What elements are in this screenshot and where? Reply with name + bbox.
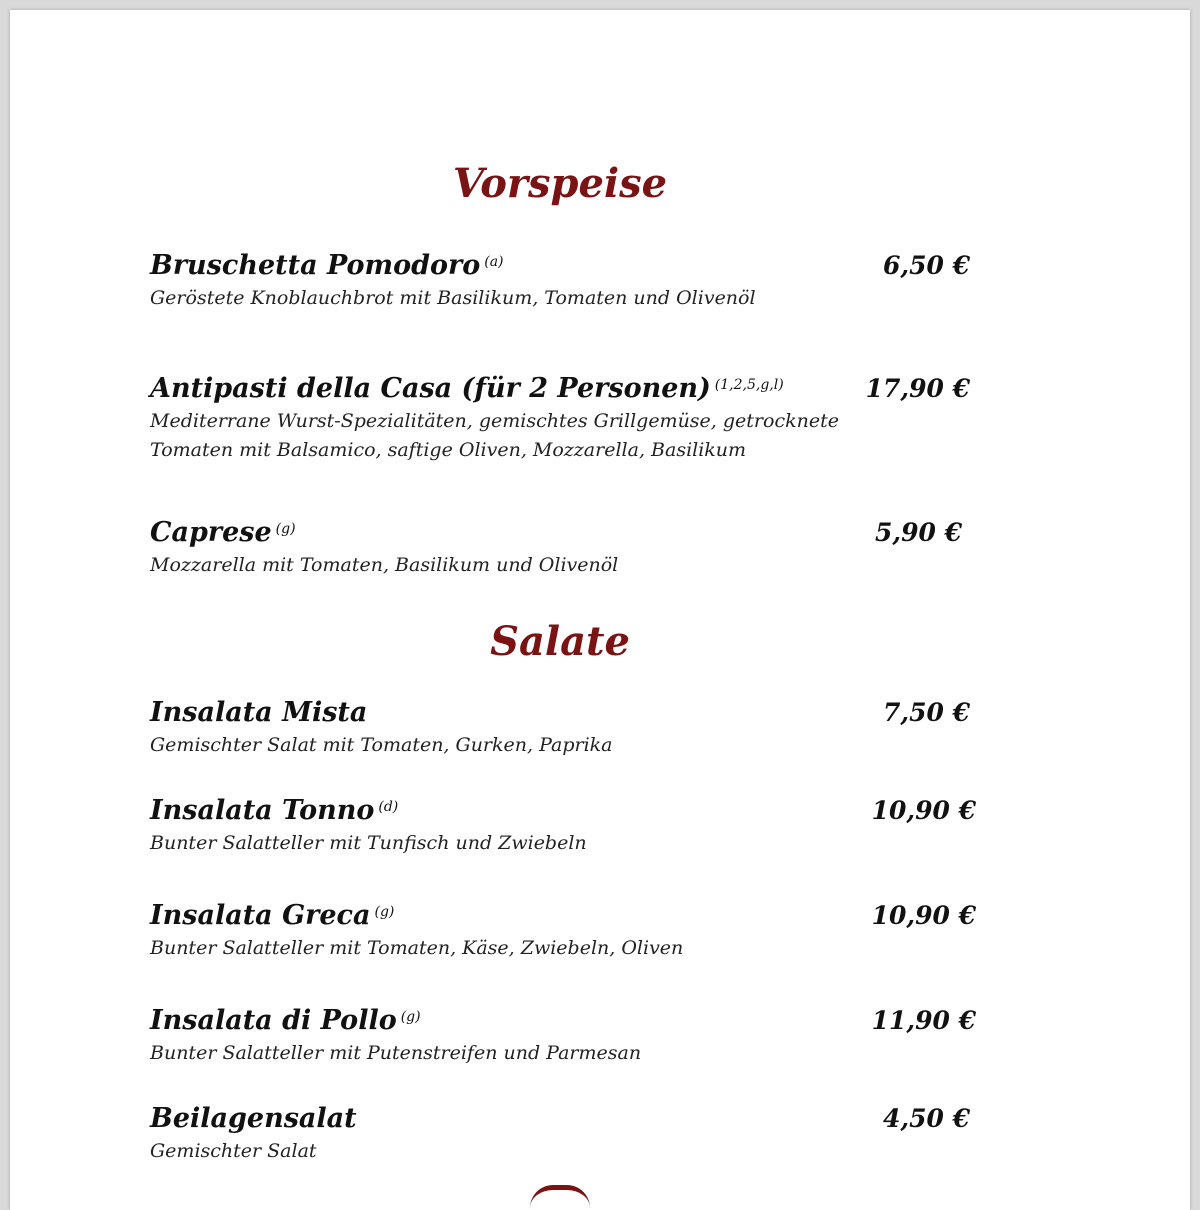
allergen-codes: (g) bbox=[275, 521, 296, 537]
item-name: Bruschetta Pomodoro $^{(a)}$ bbox=[150, 250, 504, 281]
allergen-codes: (d) bbox=[378, 799, 399, 815]
item-price: 17,90 € bbox=[865, 374, 970, 403]
allergen-codes: (g) bbox=[400, 1009, 421, 1025]
item-name: Antipasti della Casa (für 2 Personen) $^{(1,2,5,g,l)}$ bbox=[150, 373, 784, 404]
section-title-salate: Salate bbox=[490, 618, 630, 665]
menu-item bbox=[150, 898, 976, 963]
item-description: Mozzarella mit Tomaten, Basilikum und Olivenöl bbox=[150, 554, 619, 576]
item-description: Bunter Salatteller mit Tunfisch und Zwiebeln bbox=[150, 832, 587, 854]
allergen-codes: (1,2,5,g,l) bbox=[714, 377, 784, 393]
item-name: Insalata Tonno $^{(d)}$ bbox=[150, 795, 399, 826]
item-name: Insalata Mista bbox=[150, 697, 368, 728]
menu-item bbox=[150, 248, 970, 313]
item-price: 4,50 € bbox=[883, 1104, 970, 1133]
item-price: 5,90 € bbox=[875, 518, 962, 547]
item-price: 10,90 € bbox=[871, 901, 976, 930]
menu-item bbox=[150, 371, 970, 465]
item-name: Insalata Greca $^{(g)}$ bbox=[150, 900, 395, 931]
menu-item bbox=[150, 1101, 970, 1166]
item-description: Geröstete Knoblauchbrot mit Basilikum, Tomaten und Olivenöl bbox=[150, 287, 756, 309]
menu-item bbox=[150, 695, 970, 760]
menu-page bbox=[10, 10, 1190, 1210]
menu-item bbox=[150, 1003, 976, 1068]
item-description: Gemischter Salat mit Tomaten, Gurken, Paprika bbox=[150, 734, 613, 756]
item-name: Beilagensalat bbox=[150, 1103, 357, 1134]
item-price: 7,50 € bbox=[883, 698, 970, 727]
section-title-vorspeise: Vorspeise bbox=[452, 160, 668, 207]
allergen-codes: (g) bbox=[374, 904, 395, 920]
item-name: Caprese $^{(g)}$ bbox=[150, 517, 296, 548]
item-description: Bunter Salatteller mit Tomaten, Käse, Zwiebeln, Oliven bbox=[150, 937, 684, 959]
item-description: Gemischter Salat bbox=[150, 1140, 317, 1162]
item-price: 10,90 € bbox=[871, 796, 976, 825]
item-name: Insalata di Pollo $^{(g)}$ bbox=[150, 1005, 421, 1036]
menu-item bbox=[150, 515, 970, 580]
item-price: 6,50 € bbox=[883, 251, 970, 280]
menu-item bbox=[150, 793, 976, 858]
allergen-codes: (a) bbox=[484, 254, 504, 270]
item-description: Mediterrane Wurst-Spezialitäten, gemischtes Grillgemüse, getrocknete Tomaten mit Balsamico, saftige Oliven, Mozzarella, Basilikum bbox=[150, 410, 839, 461]
next-section-title-cutoff bbox=[10, 1185, 1110, 1210]
item-price: 11,90 € bbox=[871, 1006, 976, 1035]
item-description: Bunter Salatteller mit Putenstreifen und Parmesan bbox=[150, 1042, 642, 1064]
